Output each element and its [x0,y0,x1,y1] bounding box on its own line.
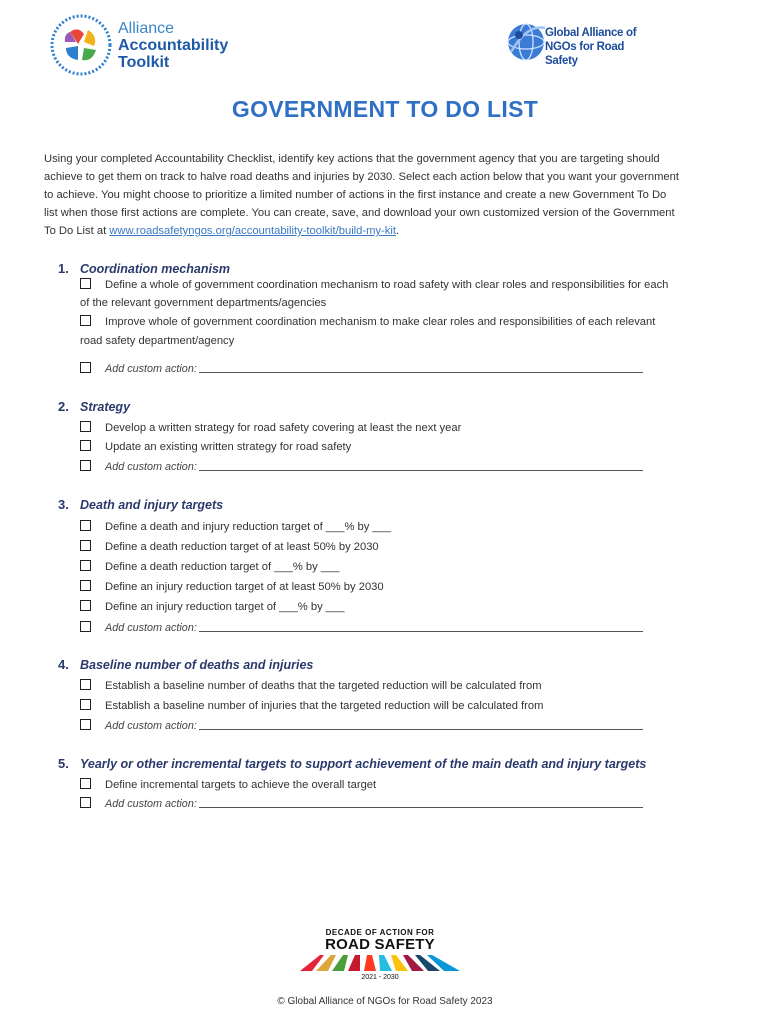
logo-line-alliance: Alliance [118,20,175,37]
copyright-footer: © Global Alliance of NGOs for Road Safety 2023 [277,996,493,1007]
checklist-item [80,558,339,576]
custom-action-row [80,795,643,813]
global-alliance-logo [505,18,645,78]
checklist-item [80,598,344,616]
checkbox[interactable] [80,797,91,808]
section-number: 4. [58,657,69,672]
custom-action-label: Add custom action: [105,798,197,810]
section-number: 5. [58,756,69,771]
custom-action-row [80,717,643,735]
intro-line: achieve to get them on track to halve road deaths and injuries by 2030. Select each action below that you want your government [44,171,679,183]
checklist-item [80,776,376,794]
decade-logo-top-text: DECADE OF ACTION FOR [325,928,435,937]
logo-line-ngos: NGOs for Road Safety [545,41,625,67]
checkbox[interactable] [80,540,91,551]
build-my-kit-link[interactable]: www.roadsafetyngos.org/accountability-toolkit/build-my-kit [109,225,396,237]
custom-action-field[interactable] [199,720,643,730]
checklist-item [80,697,543,715]
decade-logo-main-text: ROAD SAFETY [325,936,435,953]
section-heading-incremental [58,756,646,771]
alliance-accountability-toolkit-logo [50,14,229,76]
section-title: Baseline number of deaths and injuries [80,658,314,672]
section-number: 3. [58,497,69,512]
checklist-item [80,313,730,331]
logo-line-global-alliance: Global Alliance of [545,27,637,39]
item-continuation: road safety department/agency [80,335,235,347]
section-number: 1. [58,261,69,276]
checkbox[interactable] [80,440,91,451]
section-title: Strategy [80,400,131,414]
custom-action-label: Add custom action: [105,461,197,473]
checkbox[interactable] [80,278,91,289]
checkbox[interactable] [80,699,91,710]
checkbox[interactable] [80,520,91,531]
custom-action-field[interactable] [199,622,643,632]
section-heading-strategy [58,399,130,414]
item-label: Establish a baseline number of deaths that the targeted reduction will be calculated from [105,680,542,692]
intro-text: To Do List at [44,225,110,237]
decade-logo-years: 2021 - 2030 [361,974,399,981]
item-label: Define an injury reduction target of ___% by ___ [105,601,345,613]
checkbox[interactable] [80,560,91,571]
item-label: Develop a written strategy for road safety covering at least the next year [105,422,462,434]
checklist-item [80,276,730,294]
checkbox[interactable] [80,600,91,611]
section-title: Yearly or other incremental targets to support achievement of the main death and injury targets [80,757,647,771]
checklist-item [80,419,461,437]
section-heading-targets [58,497,223,512]
custom-action-label: Add custom action: [105,720,197,732]
custom-action-label: Add custom action: [105,622,197,634]
item-label: Update an existing written strategy for road safety [105,441,352,453]
intro-text: . [395,225,400,237]
checklist-item [80,677,542,695]
checkbox[interactable] [80,580,91,591]
intro-line [44,222,724,240]
custom-action-field[interactable] [199,461,643,471]
checklist-item [80,518,391,536]
checkbox[interactable] [80,460,91,471]
toolkit-emblem-icon [50,14,112,76]
decade-of-action-logo [300,928,460,988]
checkbox[interactable] [80,778,91,789]
custom-action-label: Add custom action: [105,363,197,375]
custom-action-row [80,619,643,637]
item-label: Define incremental targets to achieve the overall target [105,779,377,791]
checkbox[interactable] [80,621,91,632]
item-label: Define a death and injury reduction target of ___% by ___ [105,521,392,533]
road-stripes-icon [300,952,460,972]
item-label: Improve whole of government coordination mechanism to make clear roles and responsibilities of each relevant [105,316,656,328]
intro-paragraph [44,150,724,240]
checklist-item [80,438,351,456]
item-label: Define a death reduction target of at least 50% by 2030 [105,541,379,553]
checklist-item [80,538,379,556]
item-label: Define a whole of government coordination mechanism to road safety with clear roles and responsibilities for each [105,279,669,291]
section-number: 2. [58,399,69,414]
section-title: Death and injury targets [80,498,224,512]
section-heading-coordination [58,261,230,276]
item-label: Define a death reduction target of ___% by ___ [105,561,340,573]
custom-action-row [80,458,643,476]
checklist-item [80,578,384,596]
page-title: GOVERNMENT TO DO LIST [231,96,539,122]
section-title: Coordination mechanism [80,262,231,276]
custom-action-row [80,360,643,378]
custom-action-field[interactable] [199,363,643,373]
checkbox[interactable] [80,421,91,432]
custom-action-field[interactable] [199,798,643,808]
logo-line-accountability: Accountability [118,37,229,54]
logo-line-toolkit: Toolkit [118,54,170,71]
checkbox[interactable] [80,362,91,373]
item-label: Establish a baseline number of injuries that the targeted reduction will be calculated from [105,700,544,712]
checkbox[interactable] [80,315,91,326]
intro-line: to achieve. You might choose to prioritize a limited number of actions in the first instance and create a new Government To Do [44,189,667,201]
checkbox[interactable] [80,719,91,730]
item-label: Define an injury reduction target of at least 50% by 2030 [105,581,384,593]
checkbox[interactable] [80,679,91,690]
intro-line: list when those first actions are complete. You can create, save, and download your own customized version of the Government [44,207,675,219]
section-heading-baseline [58,657,313,672]
item-continuation: of the relevant government departments/agencies [80,297,327,309]
intro-line: Using your completed Accountability Checklist, identify key actions that the government agency that you are targeting should [44,153,660,165]
